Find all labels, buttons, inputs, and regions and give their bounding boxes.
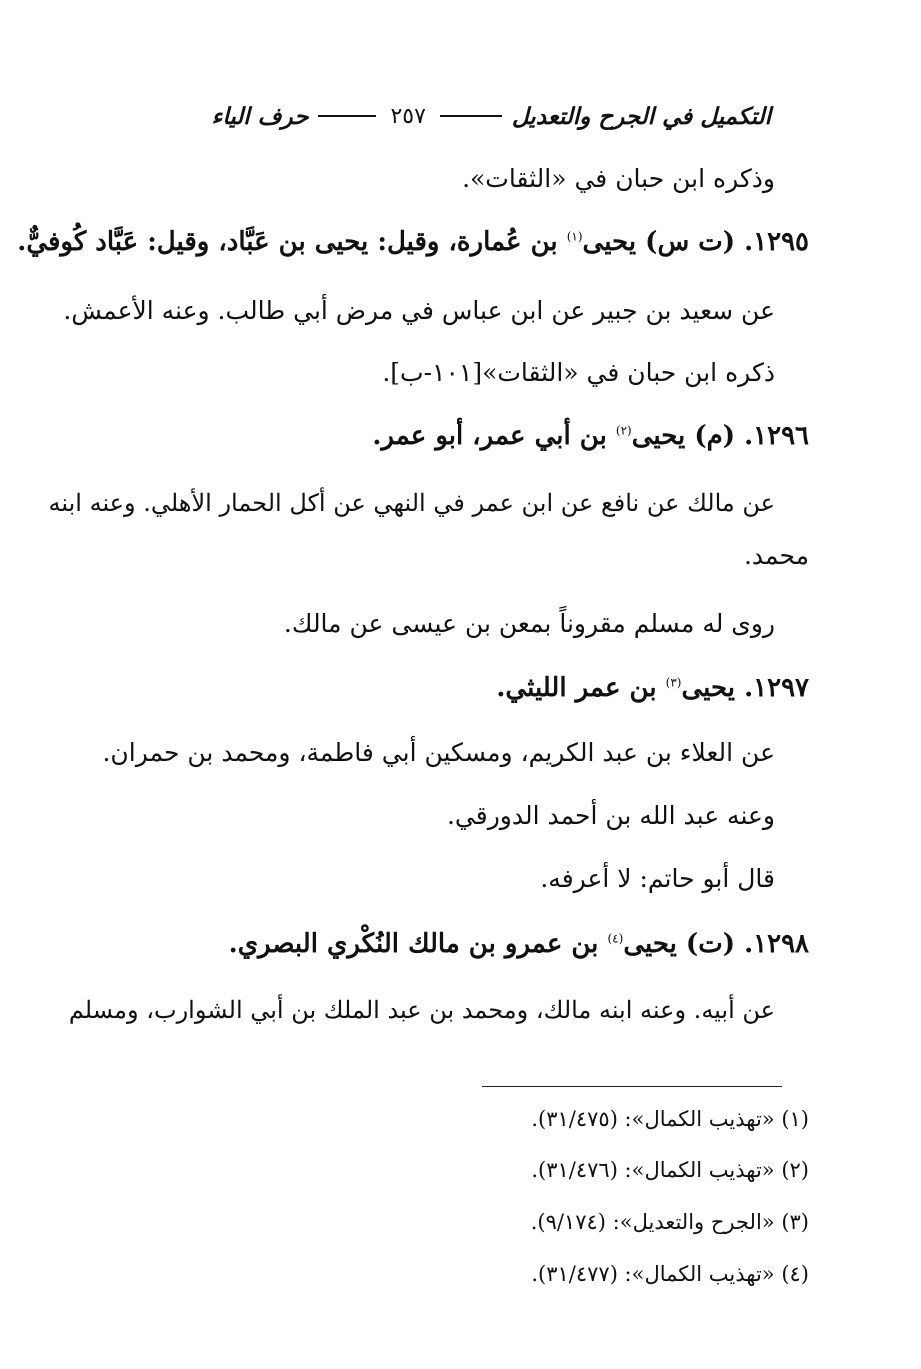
- footnote-ref: (٣): [665, 675, 682, 690]
- header-rule: [318, 115, 376, 117]
- entry-heading-1297: [496, 672, 809, 705]
- entry-heading-1296: [372, 420, 809, 453]
- footnote: (٢) «تهذيب الكمال»: (٣١/٤٧٦).: [531, 1158, 809, 1182]
- entry-heading-1295: [17, 226, 809, 259]
- text-line: قال أبو حاتم: لا أعرفه.: [540, 864, 775, 893]
- running-header: [140, 96, 771, 136]
- header-rule: [440, 115, 502, 117]
- text-line: ذكره ابن حبان في «الثقات»[١٠١-ب].: [382, 358, 775, 387]
- entry-name: يحيى: [623, 929, 677, 959]
- page-number: ٢٥٧: [390, 103, 426, 129]
- entry-symbols: (ت س): [645, 227, 736, 257]
- footnote: (٣) «الجرح والتعديل»: (٩/١٧٤).: [530, 1210, 809, 1234]
- footnote-ref: (٢): [615, 423, 632, 438]
- footnote-separator: [482, 1086, 782, 1087]
- text-line: روى له مسلم مقروناً بمعن بن عيسى عن مالك.: [283, 609, 775, 638]
- footnote-ref: (٤): [607, 931, 624, 946]
- entry-number: ١٢٩٧.: [744, 673, 809, 703]
- text-line: عن مالك عن نافع عن ابن عمر في النهي عن أكل الحمار الأهلي. وعنه ابنه: [48, 489, 775, 517]
- entry-rest: بن عمرو بن مالك النُكْري البصري.: [228, 929, 599, 959]
- entry-name: يحيى: [631, 421, 686, 451]
- text-line: عن أبيه. وعنه ابنه مالك، ومحمد بن عبد الملك بن أبي الشوارب، ومسلم: [68, 996, 775, 1024]
- entry-heading-1298: [229, 928, 809, 961]
- entry-symbols: (ت): [685, 929, 736, 959]
- entry-rest: بن عمر الليثي.: [496, 673, 657, 703]
- text-line: وذكره ابن حبان في «الثقات».: [462, 164, 775, 193]
- entry-number: ١٢٩٨.: [744, 929, 809, 959]
- footnote: (١) «تهذيب الكمال»: (٣١/٤٧٥).: [531, 1107, 809, 1131]
- entry-number: ١٢٩٥.: [744, 227, 809, 257]
- footnote: (٤) «تهذيب الكمال»: (٣١/٤٧٧).: [531, 1262, 809, 1286]
- entry-number: ١٢٩٦.: [744, 421, 809, 451]
- text-line: وعنه عبد الله بن أحمد الدورقي.: [446, 801, 775, 830]
- entry-name: يحيى: [582, 227, 637, 257]
- text-line: عن سعيد بن جبير عن ابن عباس في مرض أبي طالب. وعنه الأعمش.: [63, 296, 775, 325]
- entry-rest: بن أبي عمر، أبو عمر.: [372, 421, 607, 451]
- text-line: عن العلاء بن عبد الكريم، ومسكين أبي فاطمة، ومحمد بن حمران.: [102, 738, 775, 767]
- entry-rest: بن عُمارة، وقيل: يحيى بن عَبَّاد، وقيل: عَبَّاد كُوفيٌّ.: [17, 227, 558, 257]
- footnote-ref: (١): [566, 229, 583, 244]
- entry-name: يحيى: [681, 673, 736, 703]
- header-title: التكميل في الجرح والتعديل: [511, 102, 771, 130]
- header-section: حرف الياء: [211, 102, 309, 130]
- text-line: محمد.: [743, 541, 809, 570]
- entry-symbols: (م): [694, 421, 736, 451]
